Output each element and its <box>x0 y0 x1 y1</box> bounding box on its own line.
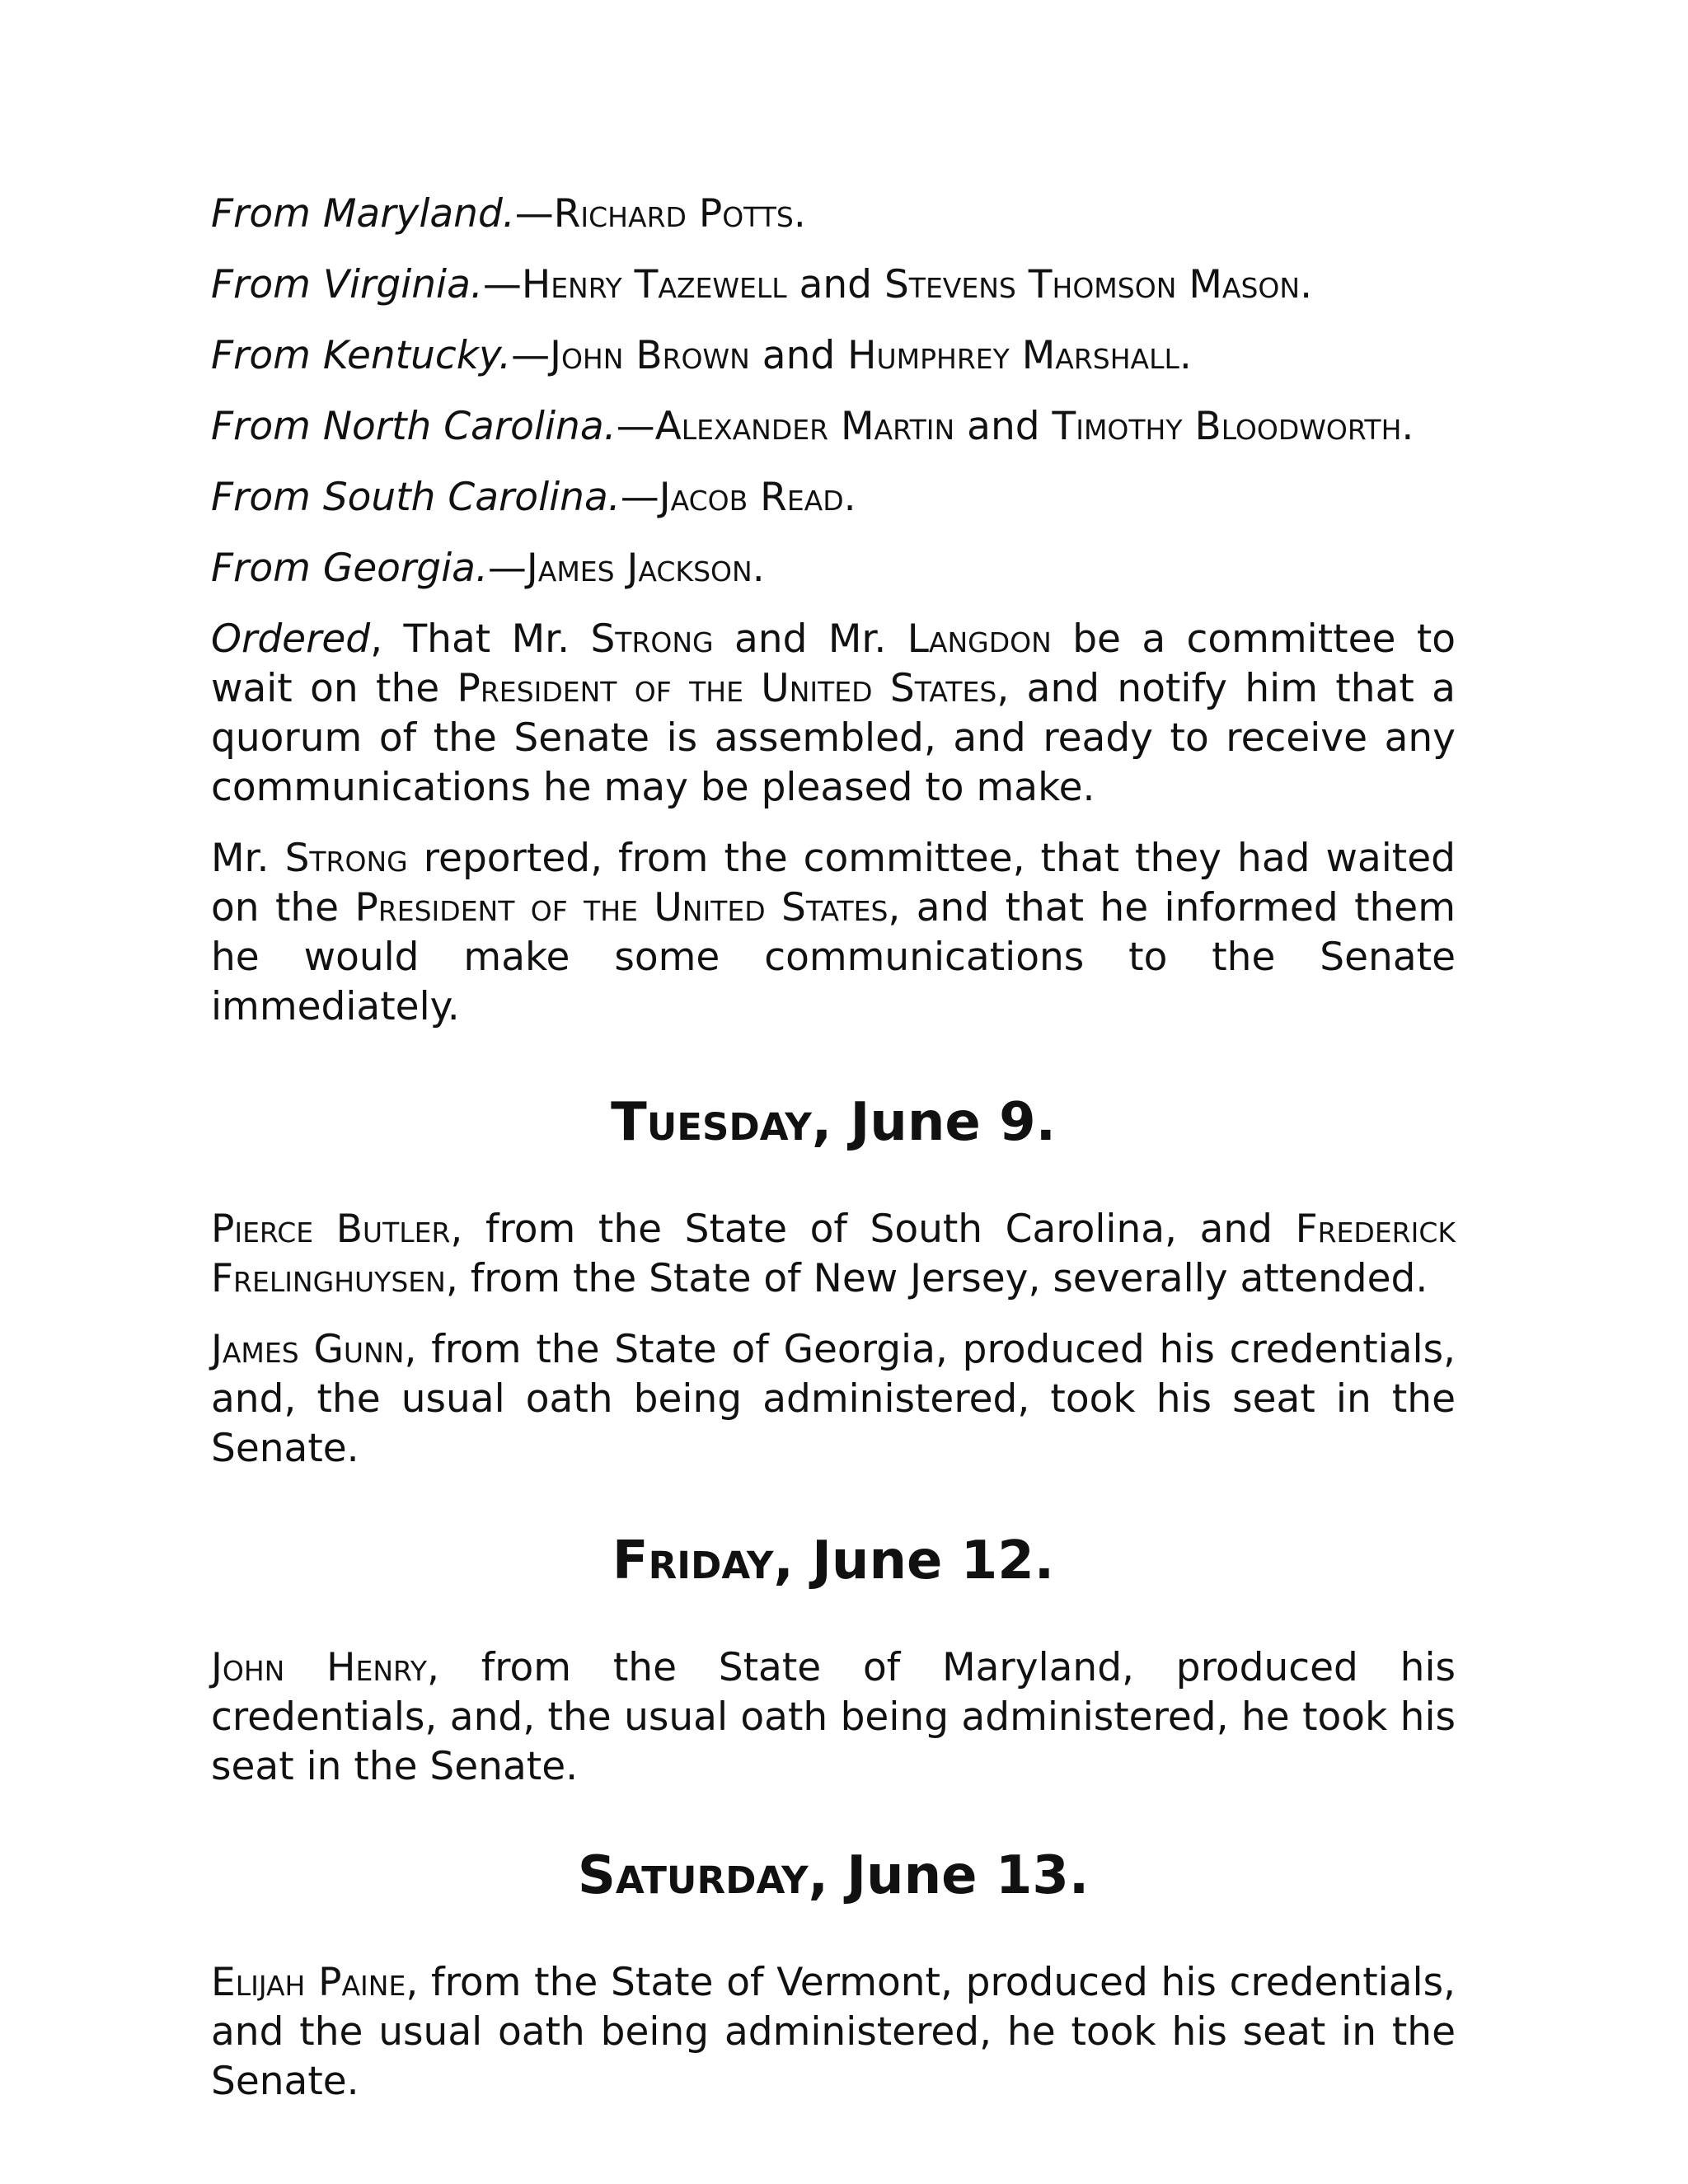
text-run: be a committee to wait on the <box>211 616 1456 711</box>
text-run: , from the State of Maryland, produced his credentials, and, the usual oath being administered, he took his seat in the Senate. <box>211 1645 1456 1789</box>
line-end: . <box>843 475 856 520</box>
heading-day: Saturday <box>577 1845 809 1906</box>
state-name: From Kentucky. <box>211 333 512 378</box>
section-heading-june-12 <box>211 1528 1456 1594</box>
line-end: . <box>1401 404 1414 449</box>
senator-name: Humphrey Marshall <box>847 333 1179 378</box>
section-heading-june-13 <box>211 1843 1456 1909</box>
text-run: , from the State of Vermont, produced his credentials, and the usual oath being administered, he took his seat in the Senate. <box>211 1960 1456 2104</box>
senator-name: Strong <box>590 616 714 662</box>
senator-name: Alexander Martin <box>654 404 955 449</box>
heading-date: , June 13. <box>808 1845 1090 1906</box>
dash: — <box>511 333 551 378</box>
president-title: President of the United States <box>457 666 997 711</box>
credentials-paragraph <box>211 1643 1456 1792</box>
senator-name: John Brown <box>550 333 750 378</box>
state-name: From Georgia. <box>211 546 488 591</box>
senator-name: James Gunn <box>211 1327 405 1372</box>
line-end: . <box>1179 333 1192 378</box>
delegation-virginia <box>211 260 1456 310</box>
delegation-georgia <box>211 544 1456 593</box>
heading-date: , June 9. <box>811 1092 1056 1153</box>
senator-name: Pierce Butler <box>211 1207 451 1252</box>
dash: — <box>482 262 522 307</box>
text-run: , from the State of Georgia, produced his credentials, and, the usual oath being administered, took his seat in the Senate. <box>211 1327 1456 1471</box>
senator-name: Langdon <box>907 616 1052 662</box>
senator-name: Frederick Frelinghuysen <box>211 1207 1456 1301</box>
text-run: and Mr. <box>713 616 907 662</box>
line-end: . <box>793 191 806 237</box>
text-run: , from the State of New Jersey, severally attended. <box>445 1256 1428 1301</box>
attendance-paragraph <box>211 1205 1456 1304</box>
senator-name: James Jackson <box>526 546 753 591</box>
senator-name: Elijah Paine <box>211 1960 406 2005</box>
text-run: , and notify him that a quorum of the Senate is assembled, and ready to receive any communications he may be pleased to make. <box>211 666 1456 810</box>
state-name: From Maryland. <box>211 191 515 237</box>
ordered-label: Ordered <box>211 616 371 662</box>
state-name: From North Carolina. <box>211 404 617 449</box>
dash: — <box>514 191 554 237</box>
delegation-kentucky <box>211 331 1456 381</box>
line-end: . <box>752 546 765 591</box>
delegation-maryland <box>211 190 1456 239</box>
text-run: Mr. <box>211 836 285 881</box>
senator-name: Jacob Read <box>659 475 844 520</box>
joiner: and <box>749 333 848 378</box>
senator-name: Timothy Bloodworth <box>1052 404 1402 449</box>
joiner: and <box>954 404 1053 449</box>
delegation-south-carolina <box>211 473 1456 523</box>
text-run: , from the State of South Carolina, and <box>450 1207 1296 1252</box>
state-name: From South Carolina. <box>211 475 621 520</box>
heading-date: , June 12. <box>773 1530 1055 1591</box>
dash: — <box>620 475 659 520</box>
senator-name: Strong <box>284 836 408 881</box>
text-run: , and that he informed them he would make some communications to the Senate immediately. <box>211 885 1456 1029</box>
heading-day: Tuesday <box>611 1092 812 1153</box>
credentials-paragraph <box>211 1958 1456 2107</box>
senator-name: Stevens Thomson Mason <box>884 262 1301 307</box>
delegation-north-carolina <box>211 402 1456 452</box>
dash: — <box>616 404 655 449</box>
dash: — <box>487 546 527 591</box>
heading-day: Friday <box>612 1530 774 1591</box>
report-paragraph <box>211 834 1456 1032</box>
ordered-paragraph <box>211 615 1456 813</box>
joiner: and <box>786 262 884 307</box>
senator-name: John Henry <box>211 1645 427 1690</box>
senator-name: Richard Potts <box>553 191 794 237</box>
senator-name: Henry Tazewell <box>521 262 787 307</box>
text-run: , That Mr. <box>370 616 591 662</box>
state-name: From Virginia. <box>211 262 483 307</box>
line-end: . <box>1300 262 1313 307</box>
text-run: reported, from the committee, that they had waited on the <box>211 836 1456 930</box>
section-heading-june-9 <box>211 1090 1456 1155</box>
credentials-paragraph <box>211 1325 1456 1474</box>
president-title: President of the United States <box>354 885 889 930</box>
